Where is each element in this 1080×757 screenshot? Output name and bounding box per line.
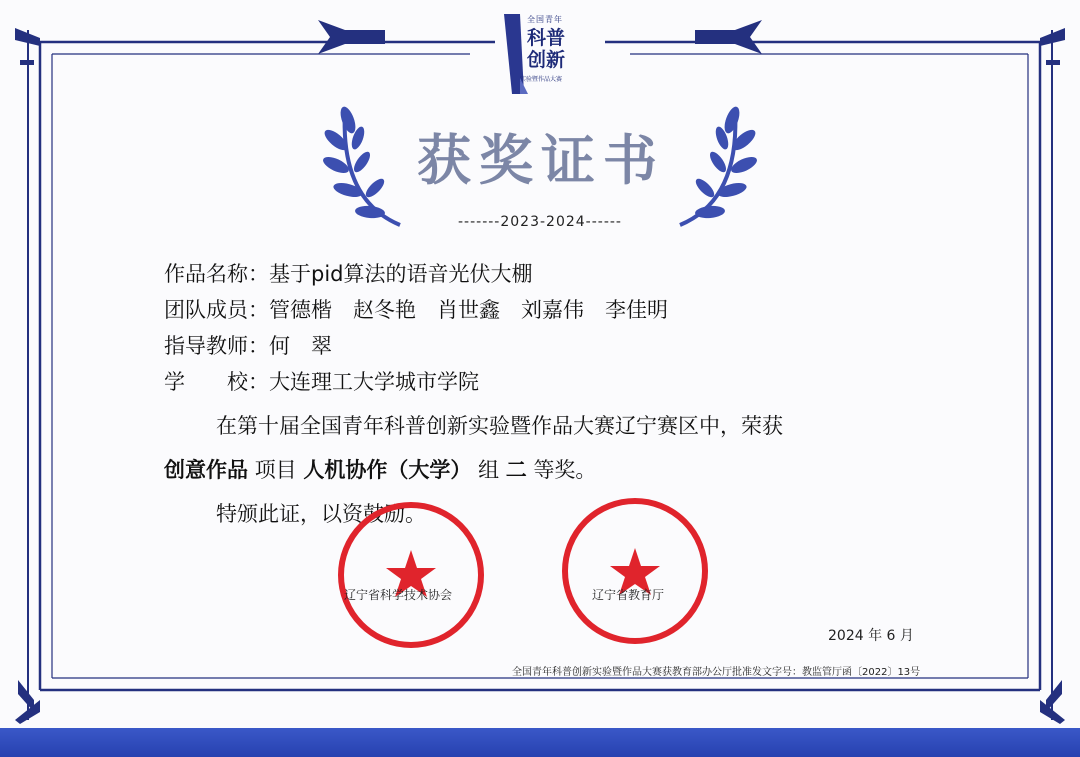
award-item-word: 项目 [254, 458, 297, 482]
seal-science-association-label: 辽宁省科学技术协会 [344, 588, 453, 602]
award-group: 人机协作（大学） [303, 458, 472, 482]
logo-main-line2: 创新 [527, 49, 566, 71]
year-line: -------2023-2024------ [458, 214, 622, 230]
approval-footer: 全国青年科普创新实验暨作品大赛获教育部办公厅批准发文字号：教监管厅函〔2022〕13号 [512, 667, 921, 678]
field-label: 学 校： [164, 370, 269, 394]
field-advisor [164, 330, 332, 360]
field-label: 指导教师： [164, 334, 269, 358]
field-team-members [164, 294, 668, 324]
field-label: 团队成员： [164, 298, 269, 322]
field-school [164, 366, 479, 396]
award-category: 创意作品 [164, 458, 248, 482]
field-work-name [164, 258, 533, 288]
seal-education-department-label: 辽宁省教育厅 [592, 588, 665, 602]
bottom-color-band [0, 728, 1080, 757]
field-value: 大连理工大学城市学院 [269, 370, 479, 394]
logo-top-text: 全国青年 [527, 15, 563, 24]
award-group-word: 组 [478, 458, 500, 482]
award-suffix: 等奖。 [533, 458, 597, 482]
seal-science-association-icon [336, 500, 486, 650]
award-sentence-line1: 在第十届全国青年科普创新实验暨作品大赛辽宁赛区中，荣获 [216, 414, 783, 438]
certificate-title: 获奖证书 [417, 128, 665, 192]
award-level: 二 [505, 458, 527, 482]
field-value: 管德楷 赵冬艳 肖世鑫 刘嘉伟 李佳明 [269, 298, 668, 322]
logo-sub-text: 实验暨作品大赛 [520, 76, 563, 83]
issue-date: 2024 年 6 月 [828, 628, 914, 644]
logo-main-line1: 科普 [527, 27, 566, 49]
closing-sentence: 特颁此证，以资鼓励。 [216, 502, 426, 526]
seal-education-department-icon [560, 496, 710, 646]
field-value: 何 翠 [269, 334, 332, 358]
award-sentence-line2 [164, 454, 596, 484]
field-value: 基于pid算法的语音光伏大棚 [269, 262, 533, 286]
field-label: 作品名称： [164, 262, 269, 286]
